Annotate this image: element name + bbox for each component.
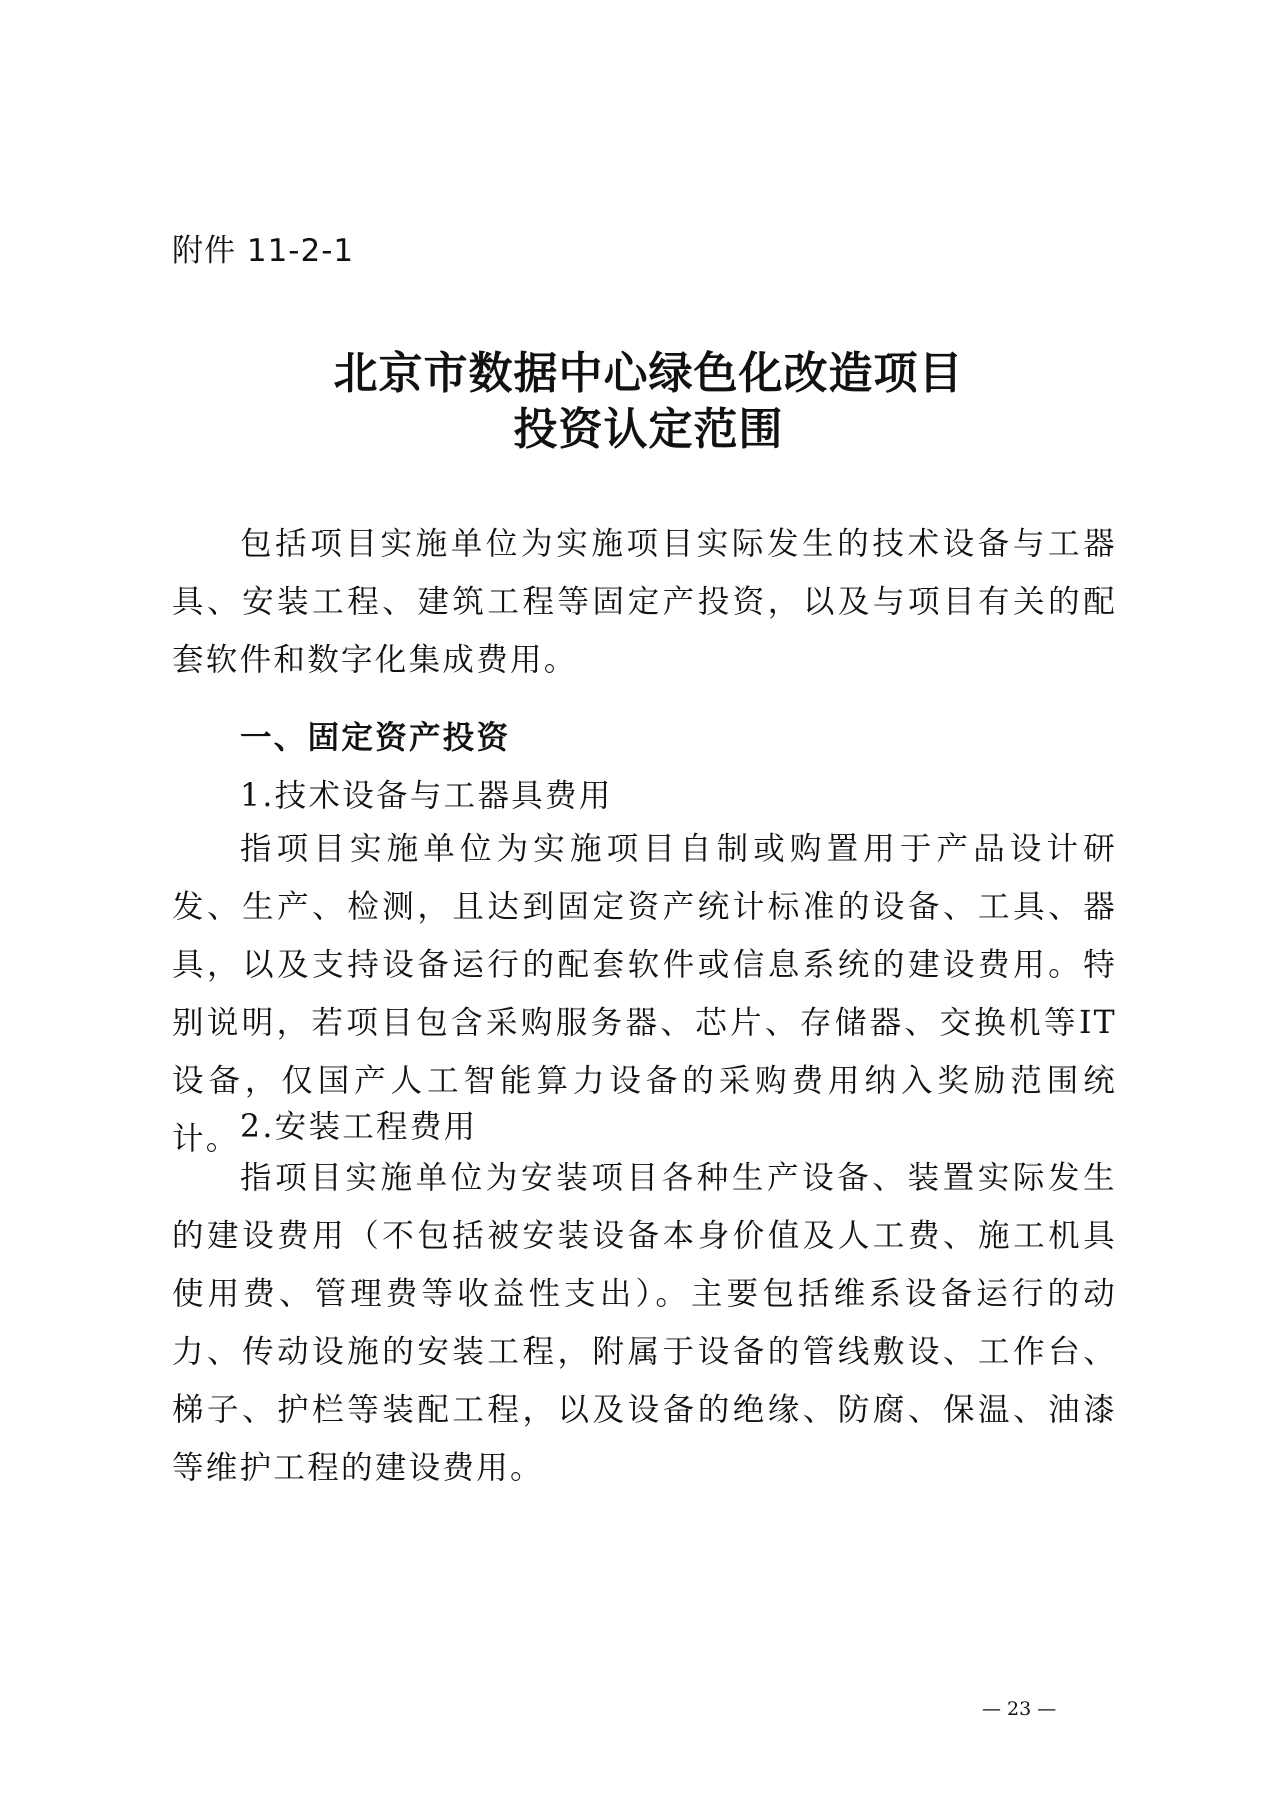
item-2-title: 2.安装工程费用: [240, 1109, 478, 1145]
page-number: — 23 —: [982, 1698, 1057, 1720]
attachment-label: 附件 11-2-1: [172, 233, 355, 269]
item-2-paragraph: 指项目实施单位为安装项目各种生产设备、装置实际发生的建设费用（不包括被安装设备本身价值及人工费、施工机具使用费、管理费等收益性支出）。主要包括维系设备运行的动力、传动设施的安装工程，附属于设备的管线敷设、工作台、梯子、护栏等装配工程，以及设备的绝缘、防腐、保温、油漆等维护工程的建设费用。: [172, 1160, 1117, 1486]
document-title-line-2: 投资认定范围: [513, 404, 784, 455]
section-heading: 一、固定资产投资: [240, 720, 511, 756]
document-title-line-1: 北京市数据中心绿色化改造项目: [333, 348, 964, 399]
item-1-title: 1.技术设备与工器具费用: [240, 778, 613, 814]
item-1-paragraph: 指项目实施单位为实施项目自制或购置用于产品设计研发、生产、检测，且达到固定资产统计标准的设备、工具、器具，以及支持设备运行的配套软件或信息系统的建设费用。特别说明，若项目包含采购服务器、芯片、存储器、交换机等IT设备，仅国产人工智能算力设备的采购费用纳入奖励范围统计。: [172, 831, 1117, 1157]
intro-paragraph: 包括项目实施单位为实施项目实际发生的技术设备与工器具、安装工程、建筑工程等固定产投资，以及与项目有关的配套软件和数字化集成费用。: [172, 526, 1117, 678]
